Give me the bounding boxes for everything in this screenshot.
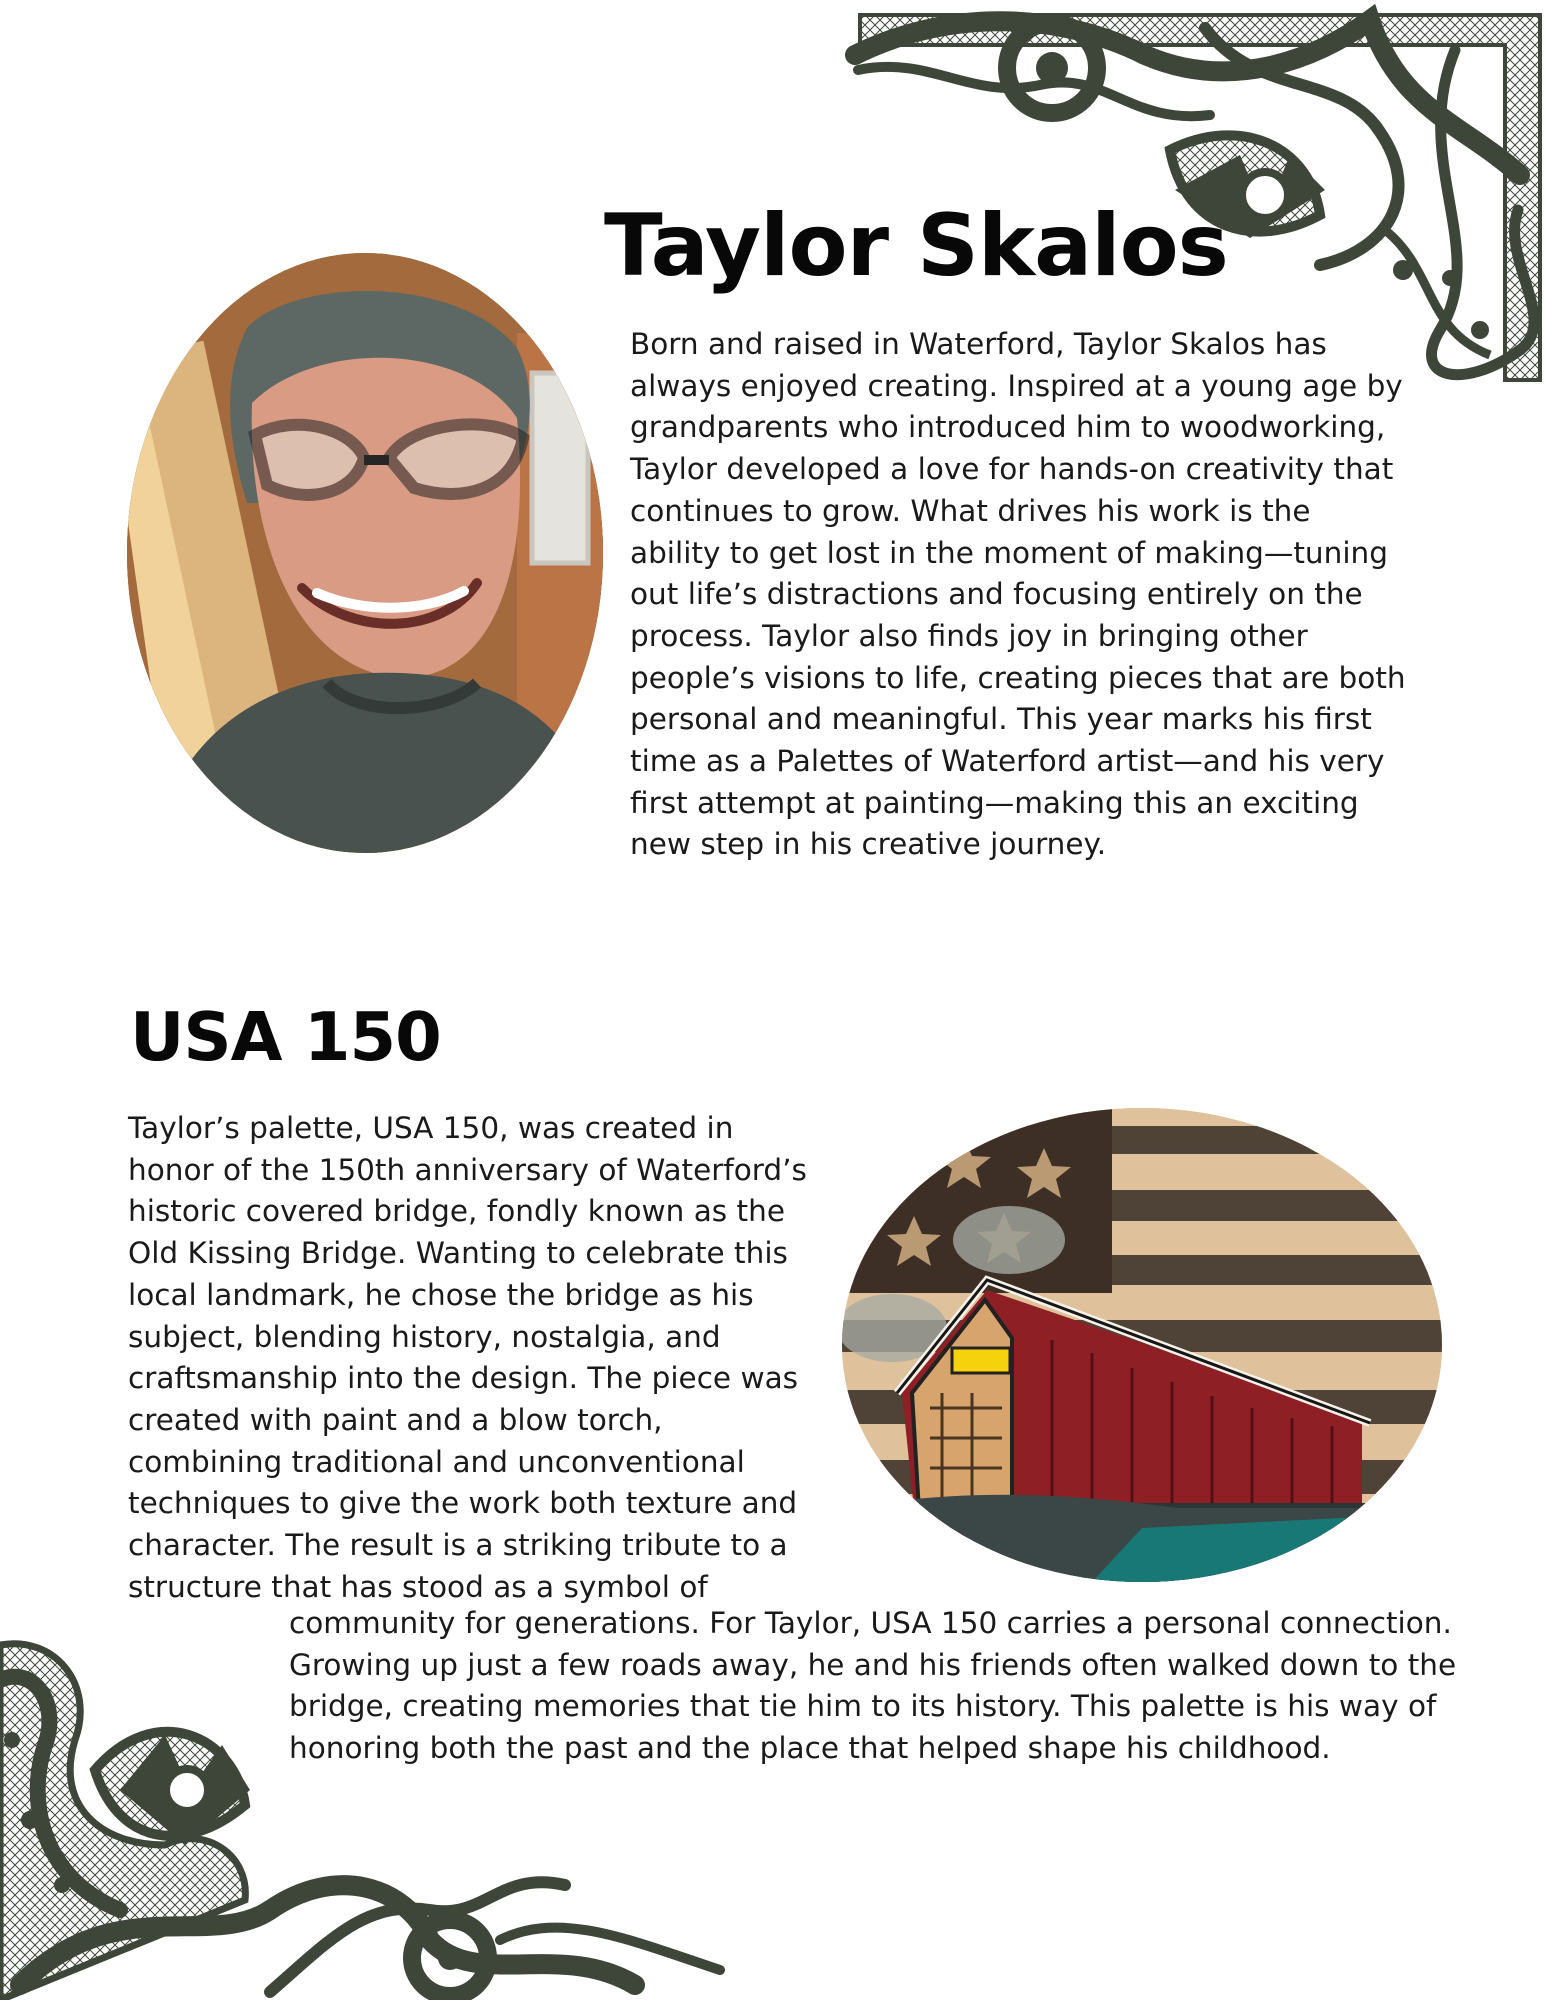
bio-line: ability to get lost in the moment of making—tuning	[630, 535, 1388, 570]
description-line: character. The result is a striking tribute to a	[128, 1528, 788, 1563]
description-line: techniques to give the work both texture and	[128, 1486, 798, 1521]
description-line: historic covered bridge, fondly known as the	[128, 1194, 785, 1229]
bio-line: people’s visions to life, creating pieces that are both	[630, 660, 1406, 695]
description-line: local landmark, he chose the bridge as his	[128, 1277, 754, 1312]
description-line: honor of the 150th anniversary of Waterford’s	[128, 1152, 807, 1187]
artist-name: Taylor Skalos	[604, 196, 1228, 296]
description-line: craftsmanship into the design. The piece was	[128, 1361, 799, 1396]
description-line: subject, blending history, nostalgia, and	[128, 1319, 721, 1354]
artwork-photo-covered-bridge	[842, 1108, 1442, 1582]
description-line: Old Kissing Bridge. Wanting to celebrate this	[128, 1236, 788, 1271]
description-line: Growing up just a few roads away, he and his friends often walked down to the	[289, 1647, 1457, 1682]
bio-line: time as a Palettes of Waterford artist—and his very	[630, 744, 1385, 779]
bio-line: out life’s distractions and focusing entirely on the	[630, 577, 1363, 612]
bio-line: new step in his creative journey.	[630, 827, 1107, 862]
bio-line: personal and meaningful. This year marks his first	[630, 702, 1372, 737]
lace-corner-ornament-bottom-left	[0, 1640, 730, 2000]
bio-line: Born and raised in Waterford, Taylor Skalos has	[630, 327, 1327, 361]
description-line: combining traditional and unconventional	[128, 1444, 745, 1479]
description-line: structure that has stood as a symbol of	[128, 1569, 708, 1604]
description-line: Taylor’s palette, USA 150, was created in	[128, 1111, 734, 1145]
description-line: community for generations. For Taylor, USA 150 carries a personal connection.	[289, 1606, 1452, 1640]
piece-title: USA 150	[130, 998, 441, 1076]
artist-bio	[630, 324, 1406, 866]
piece-description	[128, 1108, 807, 1608]
description-line: created with paint and a blow torch,	[128, 1402, 663, 1437]
bio-line: grandparents who introduced him to woodworking,	[630, 410, 1386, 445]
bio-line: Taylor developed a love for hands-on creativity that	[630, 452, 1394, 487]
bio-line: process. Taylor also finds joy in bringing other	[630, 618, 1308, 653]
description-line: bridge, creating memories that tie him to its history. This palette is his way of	[289, 1689, 1437, 1724]
bio-line: first attempt at painting—making this an exciting	[630, 785, 1359, 820]
bio-line: always enjoyed creating. Inspired at a young age by	[630, 368, 1403, 403]
bio-line: continues to grow. What drives his work is the	[630, 493, 1311, 528]
artist-portrait-photo	[127, 253, 603, 853]
description-line: honoring both the past and the place that helped shape his childhood.	[289, 1731, 1331, 1766]
